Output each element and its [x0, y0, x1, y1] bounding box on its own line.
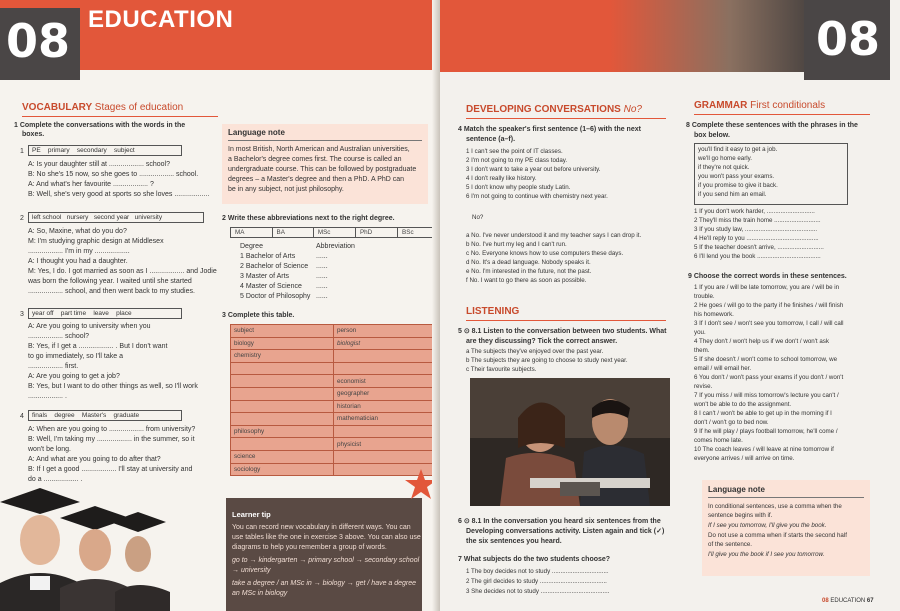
table-row [231, 425, 437, 438]
grammar-note-line: In conditional sentences, use a comma when the [708, 503, 842, 510]
table-cell [231, 362, 334, 375]
vocab-rule [22, 116, 218, 117]
abbr-cell: MSc [313, 228, 355, 238]
ex8-item: 5 If the teacher doesn't arrive, ........................... [694, 244, 824, 251]
dev-conv-rule [466, 118, 666, 119]
ex1-item-4-number: 4 [20, 413, 24, 420]
table-cell: sociology [231, 463, 334, 476]
learner-tip-line: You can record new vocabulary in different ways. You can [232, 524, 411, 531]
abbreviation-blank: ...... [316, 283, 328, 290]
learner-tip-line: go to → kindergarten → primary school → secondary school [232, 557, 420, 564]
left-page [0, 0, 440, 611]
ex8-item: 2 They'll miss the train home ........................... [694, 217, 821, 224]
ex8-instruction: 8 Complete these sentences with the phrases in the [686, 122, 858, 129]
vocab-subtitle: Stages of education [94, 102, 184, 113]
ex4-item: 2 I'm not going to my PE class today. [466, 157, 568, 164]
ex9-line: email / will email her. [694, 365, 752, 372]
abbr-cell: BSc [398, 228, 440, 238]
learner-tip-line: take a degree / an MSc in → biology → get / have a degree [232, 580, 417, 587]
learner-tip-title: Learner tip [232, 510, 271, 519]
table-row [231, 450, 437, 463]
grammar-heading [694, 100, 825, 111]
conv4-line: do a .................. . [28, 476, 83, 483]
ex9-line: 7 If you miss / will miss tomorrow's lecture you can't / [694, 392, 839, 399]
table-cell: biology [231, 337, 334, 350]
conv3-line: A: Are you going to university when you [28, 323, 151, 330]
ex9-line: don't / won't go to bed now. [694, 419, 769, 426]
learner-tip-line: an MSc in biology [232, 590, 288, 597]
degree-item: 2 Bachelor of Science [240, 263, 309, 270]
conv2-line: .................. I'm in my .................. [28, 248, 130, 255]
table-cell: mathematician [334, 413, 437, 426]
ex4-item: 4 I don't really like history. [466, 175, 537, 182]
phrase-box-item: you won't pass your exams. [698, 173, 775, 180]
abbr-cell: PhD [355, 228, 397, 238]
graduates-photo [0, 488, 210, 611]
word-box-4 [28, 410, 182, 421]
language-note-rule [228, 140, 422, 141]
learner-tip-line: → university [232, 567, 271, 574]
abbreviation-blank: ...... [316, 273, 328, 280]
ex4-item: 6 I'm not going to continue with chemistry next year. [466, 193, 608, 200]
table-cell [334, 450, 437, 463]
ex7-instruction: 7 What subjects do the two students choose? [458, 556, 611, 563]
conv3-line: .................. . [28, 393, 67, 400]
table-cell [334, 425, 437, 438]
ex1-item-3-number: 3 [20, 311, 24, 318]
unit-number-box [0, 8, 80, 80]
word: university [134, 214, 163, 221]
language-note-line: a Bachelor's degree comes first. The course is called an [228, 156, 402, 163]
ex4-item: 5 I don't know why people study Latin. [466, 184, 571, 191]
word: place [116, 310, 132, 317]
grammar-rule [694, 114, 870, 115]
unit-number: 08 [6, 14, 71, 68]
ex1-item-1-number: 1 [20, 148, 24, 155]
conv2-line: A: So, Maxine, what do you do? [28, 228, 127, 235]
word: degree [54, 412, 75, 419]
table-cell: philosophy [231, 425, 334, 438]
abbreviation-blank: ...... [316, 293, 328, 300]
word: subject [114, 147, 135, 154]
word: PE [32, 147, 41, 154]
table-cell [231, 413, 334, 426]
table-cell [231, 400, 334, 413]
conv1-line: B: Well, she's very good at sports so she loves .................. [28, 191, 210, 198]
conv4-line: A: When are you going to .................. from university? [28, 426, 196, 433]
word: Master's [81, 412, 107, 419]
abbreviation-column-header: Abbreviation [316, 243, 355, 250]
table-cell: biologist [334, 337, 437, 350]
ex4-no-label: No? [472, 214, 484, 221]
word: leave [93, 310, 109, 317]
table-cell: person [334, 325, 437, 338]
conv3-line: A: Are you going to get a job? [28, 373, 120, 380]
ex4-answer: e No. I'm interested in the future, not the past. [466, 268, 592, 275]
ex4-answer: b No. I've hurt my leg and I can't run. [466, 241, 567, 248]
conv3-line: .................. first. [28, 363, 79, 370]
conv2-line: was born the following year. I waited until she started [28, 278, 192, 285]
table-cell [334, 350, 437, 363]
table-cell: chemistry [231, 350, 334, 363]
right-header-photo [610, 0, 810, 72]
ex4-instruction-2: sentence (a–f). [466, 136, 516, 143]
ex9-line: comes home late. [694, 437, 743, 444]
grammar-note-line: sentence begins with if. [708, 512, 773, 519]
word: secondary [76, 147, 107, 154]
ex9-line: everyone arrives / will arrive on time. [694, 455, 795, 462]
vocab-heading [22, 102, 183, 113]
table-cell: historian [334, 400, 437, 413]
ex3-instruction: 3 Complete this table. [222, 312, 295, 319]
ex8-item: 3 If you study law, .......................................... [694, 226, 818, 233]
conv2-line: .................. school, and then went back to my studies. [28, 288, 195, 295]
subject-person-table [230, 324, 437, 476]
grammar-language-note-rule [708, 497, 864, 498]
conv4-line: B: Well, I'm taking my .................. in the summer, so it [28, 436, 195, 443]
unit-title: EDUCATION [88, 6, 234, 33]
ex8-item: 1 If you don't work harder, ............................ [694, 208, 815, 215]
table-row [231, 387, 437, 400]
ex5-instruction-2: are they discussing? Tick the correct answer. [466, 338, 618, 345]
ex9-line: 6 You don't / won't pass your exams if you don't / won't [694, 374, 844, 381]
ex4-answer: c No. Everyone knows how to use computers these days. [466, 250, 624, 257]
ex5-option: c Their favourite subjects. [466, 366, 537, 373]
ex6-instruction: 6 ⊙ 8.1 In the conversation you heard six sentences from the [458, 518, 661, 525]
ex9-line: 3 If I don't see / won't see you tomorrow, I call / will call [694, 320, 844, 327]
phrase-box-item: if you promise to give it back. [698, 182, 778, 189]
abbreviation-box [230, 227, 440, 238]
learner-tip-line: use tables like the one in exercise 3 above. You can also use [232, 534, 421, 541]
ex4-instruction: 4 Match the speaker's first sentence (1–6) with the next [458, 126, 641, 133]
ex9-line: 1 If you are / will be late tomorrow, you are / will be in [694, 284, 840, 291]
dev-conv-title: DEVELOPING CONVERSATIONS [466, 104, 621, 115]
right-unit-number-box [804, 0, 890, 80]
degree-item: 1 Bachelor of Arts [240, 253, 296, 260]
table-row [231, 438, 437, 451]
degree-item: 3 Master of Arts [240, 273, 290, 280]
phrase-box-item: if you send him an email. [698, 191, 767, 198]
conv4-line: won't be long. [28, 446, 71, 453]
ex5-option: a The subjects they've enjoyed over the past year. [466, 348, 604, 355]
conv4-line: B: If I get a good .................. I'll stay at university and [28, 466, 193, 473]
footer-unit-number: 08 [822, 598, 829, 604]
phrase-box-item: we'll go home early. [698, 155, 753, 162]
ex8-instruction-2: box below. [694, 132, 730, 139]
conv3-line: B: Yes, if I get a .................. . But I don't want [28, 343, 168, 350]
ex4-answer: f No. I want to go there as soon as possible. [466, 277, 587, 284]
language-note-line: In most British, North American and Australian universities, [228, 146, 410, 153]
grammar-note-line: of the sentence. [708, 541, 753, 548]
table-cell [231, 438, 334, 451]
language-note-line: degrees – a Master's degree and then a PhD. A PhD can [228, 176, 405, 183]
ex9-line: 9 If he will play / plays football tomorrow, he'll come / [694, 428, 838, 435]
ex9-line: 8 I can't / won't be able to get up in the morning if I [694, 410, 832, 417]
phrase-box-item: if they're not quick. [698, 164, 750, 171]
grammar-title: GRAMMAR [694, 100, 748, 111]
word: nursery [66, 214, 89, 221]
listening-heading: LISTENING [466, 306, 520, 317]
table-cell [231, 387, 334, 400]
word: primary [47, 147, 70, 154]
ex4-item: 1 I can't see the point of IT classes. [466, 148, 563, 155]
ex9-line: 2 He goes / will go to the party if he finishes / will finish [694, 302, 844, 309]
abbreviation-blank: ...... [316, 253, 328, 260]
conv1-line: A: Is your daughter still at .................. school? [28, 161, 171, 168]
ex9-line: won't be able to do the assignment. [694, 401, 792, 408]
ex9-line: 10 The coach leaves / will leave at nine tomorrow if [694, 446, 834, 453]
grammar-note-line: Do not use a comma when if starts the second half [708, 532, 847, 539]
degree-column-header: Degree [240, 243, 263, 250]
abbreviation-blank: ...... [316, 263, 328, 270]
ex1-instruction: 1 Complete the conversations with the words in the [14, 122, 186, 129]
table-row [231, 400, 437, 413]
ex8-item: 4 He'll reply to you .......................................... [694, 235, 819, 242]
conv3-line: .................. school? [28, 333, 90, 340]
page-footer [822, 598, 874, 606]
ex5-instruction: 5 ⊙ 8.1 Listen to the conversation between two students. What [458, 328, 667, 335]
ex4-answer: d No. It's a dead language. Nobody speaks it. [466, 259, 591, 266]
ex7-item: 3 She decides not to study ........................................ [466, 588, 610, 595]
word: part time [60, 310, 87, 317]
right-unit-number: 08 [816, 12, 881, 66]
conv4-line: A: And what are you going to do after that? [28, 456, 161, 463]
ex9-line: revise. [694, 383, 713, 390]
ex9-line: his homework. [694, 311, 734, 318]
table-row [231, 362, 437, 375]
table-cell [231, 375, 334, 388]
ex9-line: you. [694, 329, 706, 336]
ex6-instruction-2: Developing conversations activity. Listen again and tick (✓) [466, 528, 665, 535]
vocab-title: VOCABULARY [22, 102, 93, 113]
ex8-item: 6 I'll lend you the book ..................................... [694, 253, 821, 260]
table-cell: physicist [334, 438, 437, 451]
conv2-line: M: Yes, I do. I got married as soon as I .................. and Jodie [28, 268, 217, 275]
table-row [231, 350, 437, 363]
table-row [231, 413, 437, 426]
phrase-box-item: you'll find it easy to get a job. [698, 146, 778, 153]
ex2-instruction: 2 Write these abbreviations next to the right degree. [222, 215, 395, 222]
ex7-item: 2 The girl decides to study ....................................... [466, 578, 607, 585]
ex1-instruction-2: boxes. [22, 131, 45, 138]
grammar-note-line: I'll give you the book if I see you tomorrow. [708, 551, 825, 558]
conv2-line: A: I thought you had a daughter. [28, 258, 128, 265]
conv3-line: to go immediately, so I'll take a [28, 353, 123, 360]
language-note-title: Language note [228, 128, 285, 137]
ex4-answer: a No. I've never understood it and my teacher says I can drop it. [466, 232, 642, 239]
learner-tip-line: diagrams to help you remember a group of words. [232, 544, 387, 551]
table-cell: geographer [334, 387, 437, 400]
ex1-item-2-number: 2 [20, 215, 24, 222]
table-cell: subject [231, 325, 334, 338]
word: year off [32, 310, 54, 317]
table-cell: economist [334, 375, 437, 388]
word: finals [32, 412, 48, 419]
grammar-note-line: If I see you tomorrow, I'll give you the book. [708, 522, 827, 529]
table-row [231, 325, 437, 338]
table-row [231, 375, 437, 388]
ex4-item: 3 I don't want to take a year out before university. [466, 166, 601, 173]
footer-unit-label: EDUCATION [830, 598, 866, 604]
ex9-line: 4 They don't / won't help us if we don't / won't ask [694, 338, 829, 345]
dev-conv-subtitle: No? [623, 104, 642, 115]
language-note-line: be in any subject, not just philosophy. [228, 186, 344, 193]
ex9-line: them. [694, 347, 710, 354]
table-cell [334, 362, 437, 375]
conv1-line: B: No she's 15 now, so she goes to .................. school. [28, 171, 199, 178]
conv1-line: A: And what's her favourite .................. ? [28, 181, 154, 188]
ex9-line: trouble. [694, 293, 715, 300]
table-cell: science [231, 450, 334, 463]
ex7-item: 1 The boy decides not to study ................................. [466, 568, 609, 575]
ex9-line: 5 If she doesn't / won't come to school tomorrow, we [694, 356, 838, 363]
ex9-instruction: 9 Choose the correct words in these sentences. [688, 273, 847, 280]
ex6-instruction-3: the six sentences you heard. [466, 538, 562, 545]
dev-conv-heading [466, 104, 642, 115]
word: graduate [113, 412, 140, 419]
word: left school [32, 214, 62, 221]
word: second year [93, 214, 130, 221]
word-box-2 [28, 212, 204, 223]
right-page [440, 0, 900, 611]
conv2-line: M: I'm studying graphic design at Middlesex [28, 238, 164, 245]
word-box-1 [28, 145, 182, 156]
students-photo [470, 378, 670, 506]
word-box-3 [28, 308, 182, 319]
conv3-line: B: Yes, but I want to do other things as well, so I'll work [28, 383, 198, 390]
grammar-subtitle: First conditionals [750, 100, 826, 111]
abbr-cell: MA [231, 228, 273, 238]
degree-item: 4 Master of Science [240, 283, 302, 290]
listening-rule [466, 320, 666, 321]
ex5-option: b The subjects they are going to choose to study next year. [466, 357, 628, 364]
language-note-line: undergraduate course. This can be followed by postgraduate [228, 166, 417, 173]
table-row [231, 337, 437, 350]
degree-item: 5 Doctor of Philosophy [240, 293, 311, 300]
abbr-cell: BA [272, 228, 313, 238]
grammar-language-note-title: Language note [708, 485, 765, 494]
page-number: 67 [866, 598, 874, 604]
